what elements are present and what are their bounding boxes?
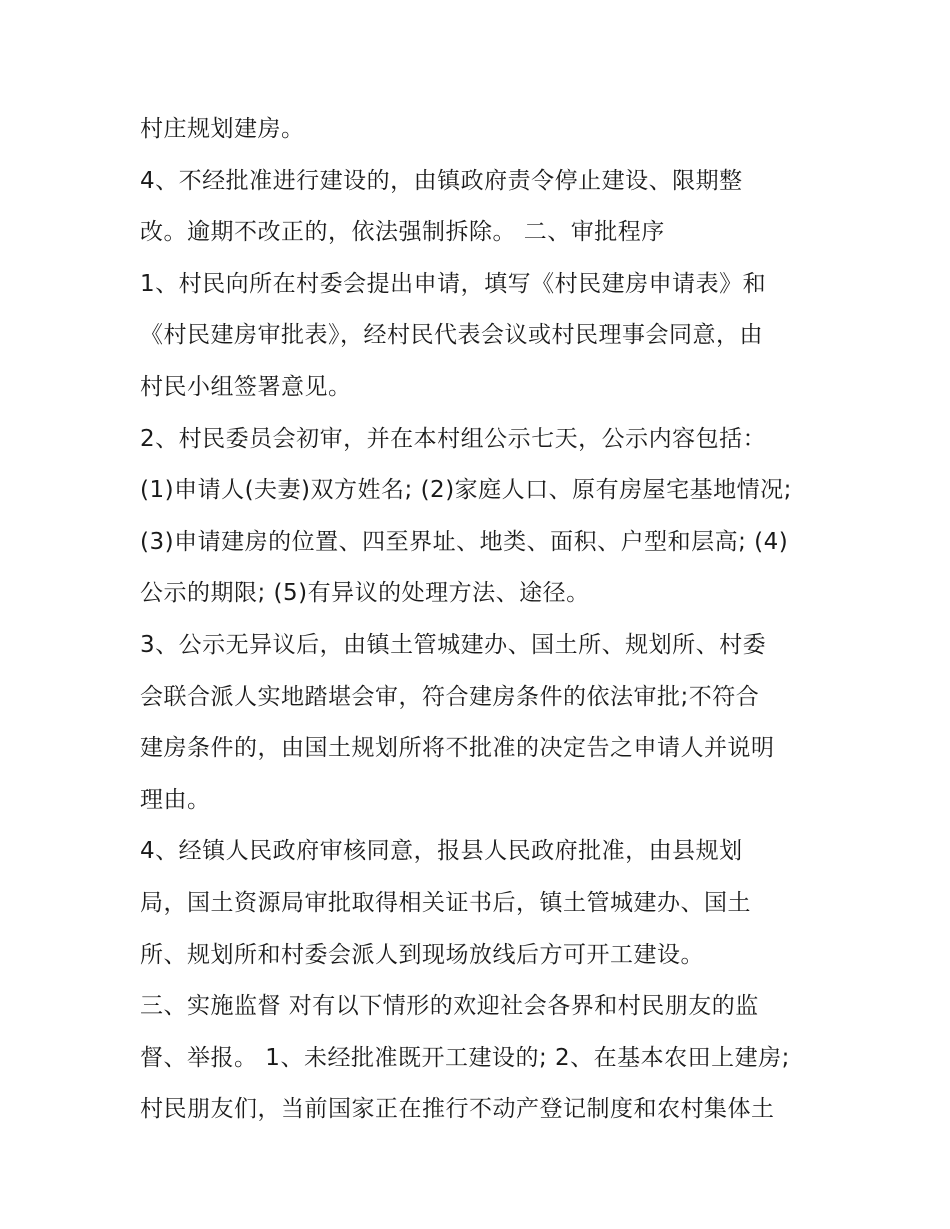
text-line: 3、公示无异议后，由镇土管城建办、国土所、规划所、村委 <box>140 631 767 658</box>
text-line: (1)申请人(夫妻)双方姓名; (2)家庭人口、原有房屋宅基地情况; <box>140 477 792 504</box>
text-line: 村民小组签署意见。 <box>140 373 352 400</box>
text-line: 会联合派人实地踏堪会审，符合建房条件的依法审批;不符合 <box>140 683 760 710</box>
text-line: 所、规划所和村委会派人到现场放线后方可开工建设。 <box>140 941 704 968</box>
text-line: 村庄规划建房。 <box>140 116 305 142</box>
text-line: 建房条件的，由国土规划所将不批准的决定告之申请人并说明 <box>140 735 775 762</box>
text-line: 改。逾期不改正的，依法强制拆除。 二、审批程序 <box>140 219 665 246</box>
text-line: (3)申请建房的位置、四至界址、地类、面积、户型和层高; (4) <box>140 528 789 555</box>
text-line: 公示的期限; (5)有异议的处理方法、途径。 <box>140 580 590 607</box>
text-line: 2、村民委员会初审，并在本村组公示七天，公示内容包括： <box>140 425 767 452</box>
text-line: 4、经镇人民政府审核同意，报县人民政府批准，由县规划 <box>140 838 743 865</box>
text-line: 4、不经批准进行建设的，由镇政府责令停止建设、限期整 <box>140 167 743 194</box>
text-line: 局，国土资源局审批取得相关证书后，镇土管城建办、国土 <box>140 889 751 916</box>
text-line: 三、实施监督 对有以下情形的欢迎社会各界和村民朋友的监 <box>140 993 759 1020</box>
text-line: 理由。 <box>140 786 211 813</box>
text-line: 督、举报。 1、未经批准既开工建设的; 2、在基本农田上建房; <box>140 1044 790 1071</box>
document-body <box>140 104 820 1136</box>
text-line: 村民朋友们，当前国家正在推行不动产登记制度和农村集体土 <box>140 1096 775 1123</box>
text-line: 1、村民向所在村委会提出申请，填写《村民建房申请表》和 <box>140 270 767 297</box>
text-line: 《村民建房审批表》，经村民代表会议或村民理事会同意，由 <box>140 322 763 349</box>
